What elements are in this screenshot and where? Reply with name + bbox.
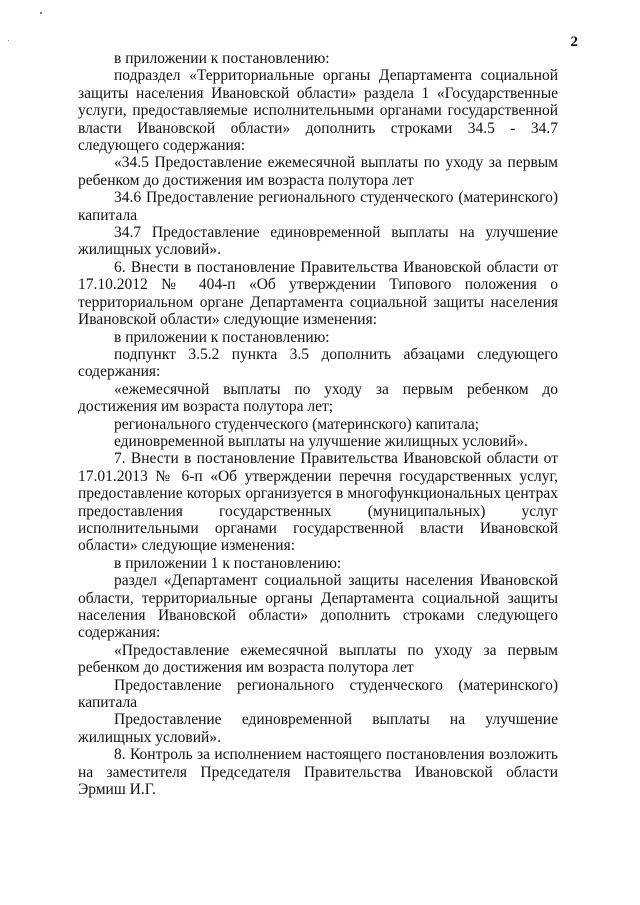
paragraph-line-student-capital: Предоставление регионального студенческого (материнского) капитала <box>78 676 558 712</box>
page-number: 2 <box>570 34 578 50</box>
paragraph-subsection-territorial-organs: подраздел «Территориальные органы Департамента социальной защиты населения Ивановской области» раздела 1 «Государственные услуги, предоставляемые исполнительными органами государственной власти Ивановской области» дополнить строками 34.5 - 34.7 следующего содержания: <box>78 67 558 155</box>
paragraph-appendix-intro-2: в приложении к постановлению: <box>114 328 330 346</box>
paragraph-clause-8: 8. Контроль за исполнением настоящего постановления возложить на заместителя Председателя Правительства Ивановской области Эрмиш И.Г. <box>78 746 558 799</box>
paragraph-item-34-7: 34.7 Предоставление единовременной выплаты на улучшение жилищных условий». <box>78 224 558 259</box>
paragraph-housing-payment: единовременной выплаты на улучшение жилищных условий». <box>114 432 528 450</box>
paragraph-subclause-3-5-2: подпункт 3.5.2 пункта 3.5 дополнить абзацами следующего содержания: <box>78 345 558 381</box>
paragraph-monthly-payment: «ежемесячной выплаты по уходу за первым ребенком до достижения им возраста полутора лет; <box>78 380 558 416</box>
paragraph-item-34-6: 34.6 Предоставление регионального студенческого (материнского) капитала <box>78 189 558 224</box>
paragraph-line-monthly-payment: «Предоставление ежемесячной выплаты по уходу за первым ребенком до достижения им возраста полутора лет <box>78 641 558 677</box>
scan-speck <box>40 12 42 14</box>
scan-speck <box>8 40 9 41</box>
paragraph-line-housing-payment: Предоставление единовременной выплаты на улучшение жилищных условий». <box>78 711 558 746</box>
paragraph-clause-7: 7. Внести в постановление Правительства Ивановской области от 17.01.2013 № 6-п «Об утверждении перечня государственных услуг, предоставление которых организуется в многофункциональных центрах предоставления государственных (муниципальных) услуг исполнительными органами государственной власти Ивановской области» следующие изменения: <box>78 450 558 555</box>
paragraph-section-department: раздел «Департамент социальной защиты населения Ивановской области, территориальные органы Департамента социальной защиты населения Ивановской области» дополнить строками следующего содержания: <box>78 572 558 642</box>
paragraph-appendix-intro-1: в приложении к постановлению: <box>114 50 330 67</box>
paragraph-item-34-5: «34.5 Предоставление ежемесячной выплаты по уходу за первым ребенком до достижения им возраста полутора лет <box>78 154 558 189</box>
paragraph-clause-6: 6. Внести в постановление Правительства Ивановской области от 17.10.2012 № 404-п «Об утверждении Типового положения о территориальном органе Департамента социальной защиты населения Ивановской области» следующие изменения: <box>78 258 558 329</box>
paragraph-appendix-1-intro: в приложении 1 к постановлению: <box>114 554 342 572</box>
document-body <box>78 50 558 798</box>
paragraph-student-capital: регионального студенческого (материнского) капитала; <box>114 415 480 433</box>
